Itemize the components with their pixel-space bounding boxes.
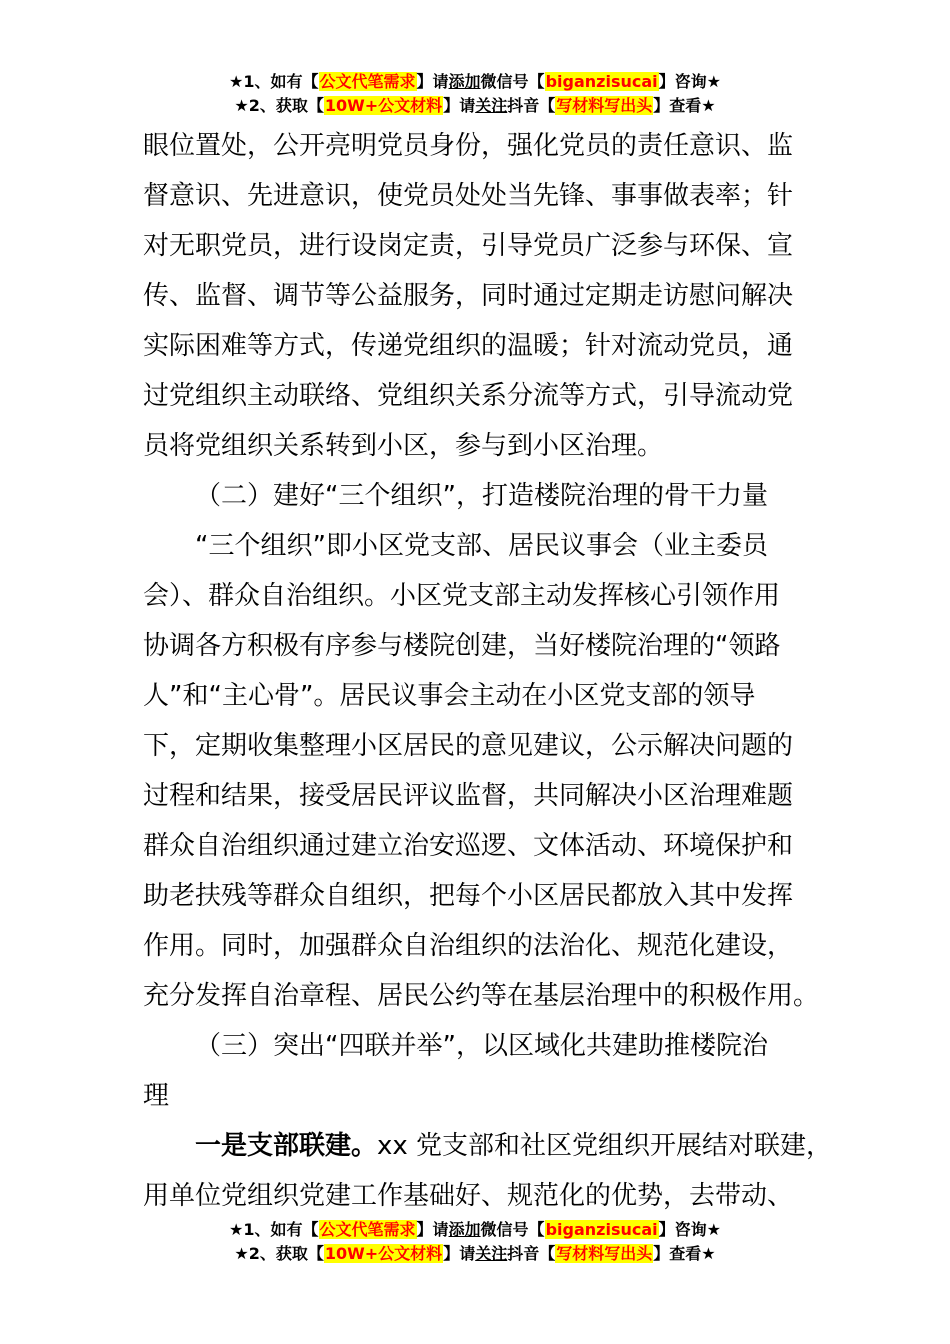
lead-text: xx 党支部和社区党组织开展结对联建，	[377, 1131, 833, 1161]
banner-highlight: 写材料写出头	[556, 1244, 653, 1263]
footer-banner	[0, 1218, 950, 1266]
banner-text: ★1、如有【	[229, 1220, 319, 1239]
body-line: 眼位置处，公开亮明党员身份，强化党员的责任意识、监	[143, 131, 794, 161]
body-line: 人”和“主心骨”。居民议事会主动在小区党支部的领导	[143, 681, 756, 711]
banner-underlined: 关注	[475, 1244, 508, 1263]
banner-text: 抖音【	[507, 1244, 556, 1263]
lead-bold-text: 一是支部联建。	[195, 1131, 378, 1161]
body-line: 下，定期收集整理小区居民的意见建议，公示解决问题的	[143, 731, 794, 761]
banner-highlight: biganzisucai	[545, 72, 658, 91]
body-line: 理	[143, 1081, 170, 1111]
document-body	[143, 121, 833, 1221]
banner-underlined: 添加	[448, 72, 481, 91]
banner-highlight: 10W+公文材料	[324, 96, 443, 115]
banner-highlight: biganzisucai	[545, 1220, 658, 1239]
body-line: 助老扶残等群众自组织，把每个小区居民都放入其中发挥	[143, 881, 794, 911]
header-banner	[0, 70, 950, 118]
banner-highlight: 写材料写出头	[556, 96, 653, 115]
body-line: 用单位党组织党建工作基础好、规范化的优势，去带动、	[143, 1181, 794, 1211]
body-line: 实际困难等方式，传递党组织的温暖；针对流动党员，通	[143, 331, 794, 361]
banner-line-1	[0, 1218, 950, 1242]
banner-text: 】咨询★	[658, 72, 721, 91]
body-line: 协调各方积极有序参与楼院创建，当好楼院治理的“领路	[143, 631, 781, 661]
body-line: 过程和结果，接受居民评议监督，共同解决小区治理难题	[143, 781, 794, 811]
body-line: 充分发挥自治章程、居民公约等在基层治理中的积极作用。	[143, 981, 820, 1011]
banner-line-1	[0, 70, 950, 94]
banner-highlight: 公文代笔需求	[319, 1220, 416, 1239]
banner-underlined: 添加	[448, 1220, 481, 1239]
banner-text: 】请	[416, 1220, 449, 1239]
banner-text: 】咨询★	[658, 1220, 721, 1239]
banner-text: 微信号【	[480, 72, 545, 91]
banner-text: ★2、获取【	[234, 1244, 324, 1263]
banner-text: ★2、获取【	[234, 96, 324, 115]
banner-text: 】请	[443, 96, 476, 115]
banner-text: 】请	[443, 1244, 476, 1263]
body-line: 作用。同时，加强群众自治组织的法治化、规范化建设，	[143, 931, 794, 961]
body-line: 过党组织主动联络、党组织关系分流等方式，引导流动党	[143, 381, 794, 411]
paragraph-lead	[143, 1121, 833, 1171]
banner-line-2	[0, 94, 950, 118]
banner-text: 抖音【	[507, 96, 556, 115]
banner-text: 】查看★	[653, 1244, 716, 1263]
body-line: 会）、群众自治组织。小区党支部主动发挥核心引领作用	[143, 581, 781, 611]
body-line: 督意识、先进意识，使党员处处当先锋、事事做表率；针	[143, 181, 794, 211]
body-line: 传、监督、调节等公益服务，同时通过定期走访慰问解决	[143, 281, 794, 311]
banner-line-2	[0, 1242, 950, 1266]
banner-text: 】查看★	[653, 96, 716, 115]
body-line: “三个组织”即小区党支部、居民议事会（业主委员	[195, 531, 768, 561]
section-heading-3: （三）突出“四联并举”，以区域化共建助推楼院治	[195, 1031, 768, 1061]
body-line: 员将党组织关系转到小区，参与到小区治理。	[143, 431, 664, 461]
banner-underlined: 关注	[475, 96, 508, 115]
banner-text: 】请	[416, 72, 449, 91]
banner-highlight: 公文代笔需求	[319, 72, 416, 91]
body-line: 群众自治组织通过建立治安巡逻、文体活动、环境保护和	[143, 831, 794, 861]
banner-text: ★1、如有【	[229, 72, 319, 91]
section-heading-2: （二）建好“三个组织”，打造楼院治理的骨干力量	[195, 481, 768, 511]
banner-text: 微信号【	[480, 1220, 545, 1239]
banner-highlight: 10W+公文材料	[324, 1244, 443, 1263]
body-line: 对无职党员，进行设岗定责，引导党员广泛参与环保、宣	[143, 231, 794, 261]
